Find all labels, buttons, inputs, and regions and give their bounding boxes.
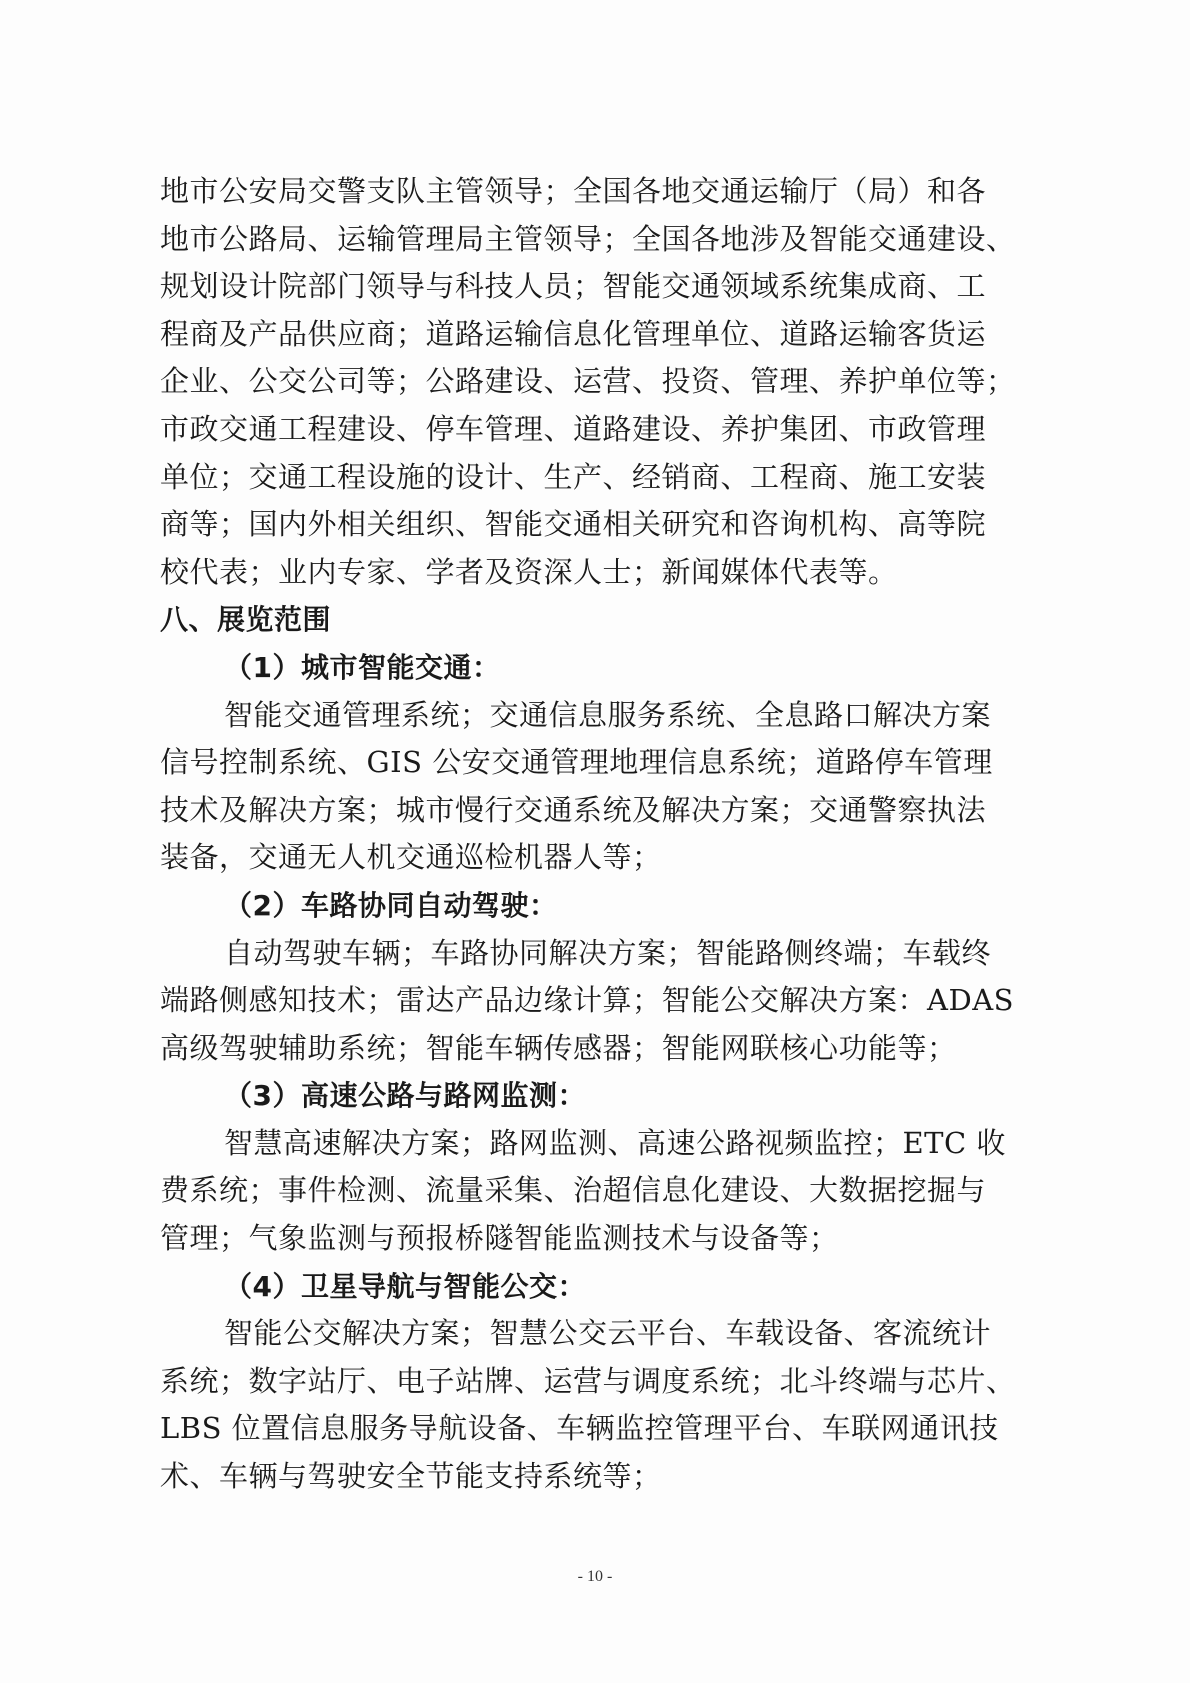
text-line: LBS 位置信息服务导航设备、车辆监控管理平台、车联网通讯技	[160, 1411, 999, 1446]
text-line: 费系统；事件检测、流量采集、治超信息化建设、大数据挖掘与	[160, 1173, 987, 1208]
text-line: 单位；交通工程设施的设计、生产、经销商、工程商、施工安装	[160, 459, 987, 494]
text-line: 商等；国内外相关组织、智能交通相关研究和咨询机构、高等院	[160, 507, 987, 542]
text-line: 程商及产品供应商；道路运输信息化管理单位、道路运输客货运	[160, 316, 987, 351]
text-line: 端路侧感知技术；雷达产品边缘计算；智能公交解决方案：ADAS	[160, 983, 1015, 1018]
text-line: 智能公交解决方案；智慧公交云平台、车载设备、客流统计	[224, 1316, 992, 1351]
text-line: 管理；气象监测与预报桥隧智能监测技术与设备等；	[160, 1221, 839, 1256]
text-line: 技术及解决方案；城市慢行交通系统及解决方案；交通警察执法	[160, 792, 987, 827]
text-line: 智能交通管理系统；交通信息服务系统、全息路口解决方案	[224, 697, 992, 732]
text-line: 规划设计院部门领导与科技人员；智能交通领域系统集成商、工	[160, 269, 987, 304]
subsection-heading: （3）高速公路与路网监测：	[224, 1079, 586, 1113]
text-line: 装备，交通无人机交通巡检机器人等；	[160, 840, 662, 875]
text-line: 地市公安局交警支队主管领导；全国各地交通运输厅（局）和各	[160, 174, 987, 208]
page-number: - 10 -	[577, 1568, 613, 1585]
document-body	[160, 168, 1055, 1501]
text-line: 高级驾驶辅助系统；智能车辆传感器；智能网联核心功能等；	[160, 1030, 957, 1065]
text-line: 校代表；业内专家、学者及资深人士；新闻媒体代表等。	[160, 554, 898, 589]
text-line: 地市公路局、运输管理局主管领导；全国各地涉及智能交通建设、	[160, 221, 1016, 256]
text-line: 自动驾驶车辆；车路协同解决方案；智能路侧终端；车载终	[224, 935, 992, 970]
subsection-heading: （1）城市智能交通：	[224, 650, 501, 684]
text-line: 企业、公交公司等；公路建设、运营、投资、管理、养护单位等；	[160, 364, 1016, 399]
subsection-heading: （4）卫星导航与智能公交：	[224, 1269, 586, 1303]
text-line: 智慧高速解决方案；路网监测、高速公路视频监控；ETC 收	[224, 1125, 1006, 1160]
text-line: 市政交通工程建设、停车管理、道路建设、养护集团、市政管理	[160, 411, 987, 446]
text-line: 系统；数字站厅、电子站牌、运营与调度系统；北斗终端与芯片、	[160, 1363, 1016, 1398]
text-line: 术、车辆与驾驶安全节能支持系统等；	[160, 1459, 662, 1494]
subsection-heading: （2）车路协同自动驾驶：	[224, 888, 558, 922]
section-heading: 八、展览范围	[160, 603, 332, 637]
text-line: 信号控制系统、GIS 公安交通管理地理信息系统；道路停车管理	[160, 745, 993, 780]
